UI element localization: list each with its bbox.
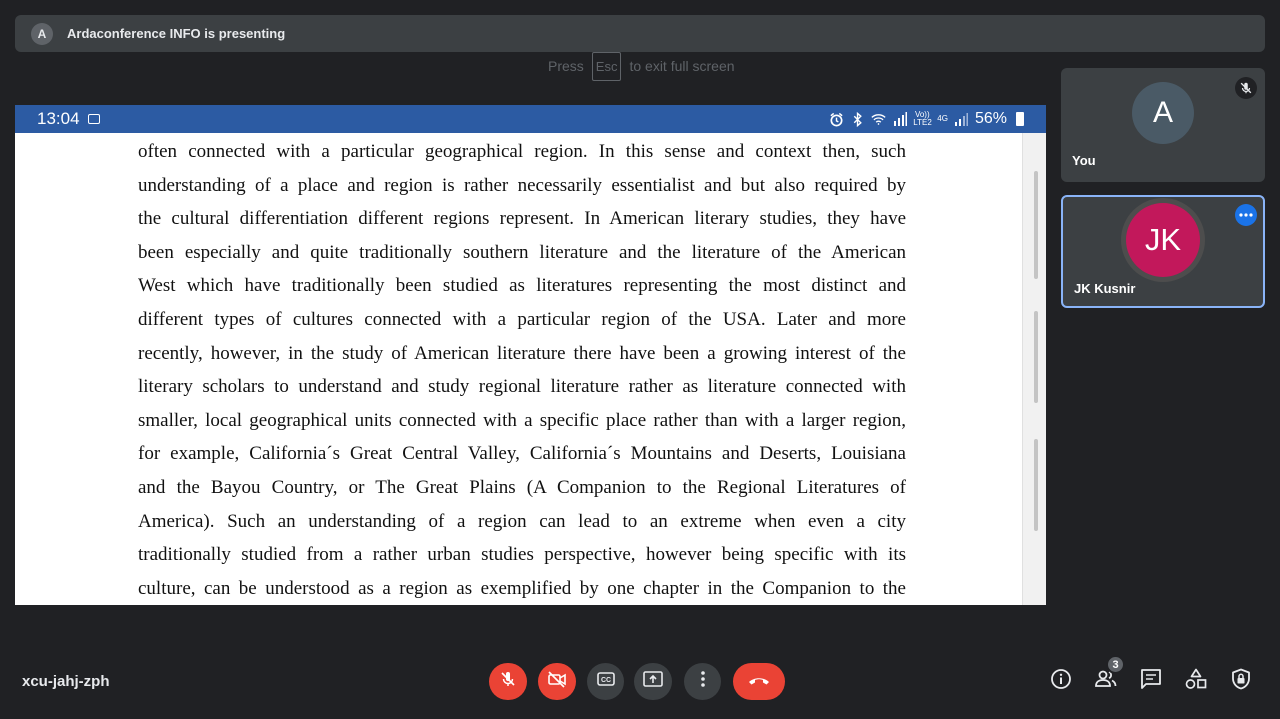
participant-count-badge: 3 xyxy=(1106,655,1125,674)
participant-tile-you[interactable] xyxy=(1061,68,1265,182)
avatar: A xyxy=(1132,82,1194,144)
participant-name: JK Kusnir xyxy=(1074,281,1136,296)
network-label: 4G xyxy=(937,114,948,123)
document-line: been especially and quite traditionally southern literature and the literature of the American xyxy=(138,241,906,263)
wifi-icon xyxy=(871,112,886,127)
captions-icon xyxy=(597,672,615,691)
mic-off-icon xyxy=(1235,77,1257,99)
phone-status-bar xyxy=(15,105,1046,133)
svg-text:CC: CC xyxy=(600,677,611,684)
present-button[interactable] xyxy=(634,663,672,700)
document-line: and the Bayou Country, or The Great Plains (A Companion to the Regional Literatures of xyxy=(138,476,906,498)
lte-label: Vo)) LTE2 xyxy=(913,110,932,127)
presenting-banner xyxy=(15,15,1265,52)
scroll-segment xyxy=(1034,311,1038,403)
esc-key: Esc xyxy=(592,52,622,81)
mic-off-icon xyxy=(499,670,517,693)
hint-exit: to exit full screen xyxy=(629,58,735,74)
shapes-icon xyxy=(1185,668,1207,695)
more-options-button[interactable] xyxy=(684,663,721,700)
document-line: literary scholars to understand and study regional literature rather as literature connected with xyxy=(138,376,906,398)
chat-button[interactable] xyxy=(1138,668,1164,694)
camera-toggle-button[interactable] xyxy=(538,663,576,700)
document-line: often connected with a particular geographical region. In this sense and context then, such xyxy=(138,141,906,162)
battery-icon xyxy=(1016,112,1024,126)
document-line: understanding of a place and region is rather necessarily essentialist and but also required by xyxy=(138,174,906,196)
bluetooth-icon xyxy=(850,112,865,127)
leave-call-button[interactable] xyxy=(733,663,785,700)
scroll-segment xyxy=(1034,171,1038,279)
document-line: West which have traditionally been studied as literatures representing the most distinct and xyxy=(138,275,906,297)
document-line: different types of cultures connected with a particular region of the USA. Later and more xyxy=(138,308,906,330)
more-options-icon[interactable] xyxy=(1235,204,1257,226)
shared-screen xyxy=(15,105,1046,605)
presenter-avatar: A xyxy=(31,23,53,45)
document-line: for example, California´s Great Central Valley, California´s Mountains and Deserts, Louisiana xyxy=(138,443,906,465)
battery-percent: 56% xyxy=(974,110,1007,127)
shield-lock-icon xyxy=(1231,668,1251,695)
info-icon xyxy=(1050,668,1072,695)
activities-button[interactable] xyxy=(1183,668,1209,694)
status-time: 13:04 xyxy=(37,109,80,128)
meeting-details-button[interactable] xyxy=(1048,668,1074,694)
camera-off-icon xyxy=(547,670,567,693)
participant-name: You xyxy=(1072,153,1096,168)
meeting-code: xcu-jahj-zph xyxy=(22,673,110,690)
presenting-text: Ardaconference INFO is presenting xyxy=(67,26,286,41)
scroll-segment xyxy=(1034,439,1038,531)
document-text xyxy=(138,135,906,605)
signal-bars-icon xyxy=(954,112,969,127)
host-controls-button[interactable] xyxy=(1228,668,1254,694)
chat-icon xyxy=(1140,668,1162,695)
document-line: America). Such an understanding of a region can lead to an extreme when even a city xyxy=(138,510,906,532)
mic-toggle-button[interactable] xyxy=(489,663,527,700)
status-icons xyxy=(829,110,1024,128)
document-scrollbar[interactable] xyxy=(1022,133,1046,605)
document-line: recently, however, in the study of American literature there have been a growing interest of the xyxy=(138,342,906,364)
signal-r-icon xyxy=(892,112,907,127)
document-line: the cultural differentiation different regions represent. In American literary studies, they have xyxy=(138,208,906,230)
document-line: traditionally studied from a rather urban studies perspective, however being specific with its xyxy=(138,544,906,566)
alarm-icon xyxy=(829,112,844,127)
hang-up-icon xyxy=(748,673,770,691)
hint-press: Press xyxy=(548,58,584,74)
vertical-dots-icon xyxy=(701,671,705,692)
document-line: smaller, local geographical units connected with a specific place rather than with a larger region, xyxy=(138,409,906,431)
avatar: JK xyxy=(1126,203,1200,277)
present-screen-icon xyxy=(643,671,663,692)
captions-button[interactable] xyxy=(587,663,624,700)
screen-record-icon xyxy=(88,114,100,124)
document-line: culture, can be understood as a region as exemplified by one chapter in the Companion to the xyxy=(138,577,906,599)
participant-tile-jk-kusnir[interactable] xyxy=(1061,195,1265,308)
fullscreen-hint xyxy=(548,51,735,81)
